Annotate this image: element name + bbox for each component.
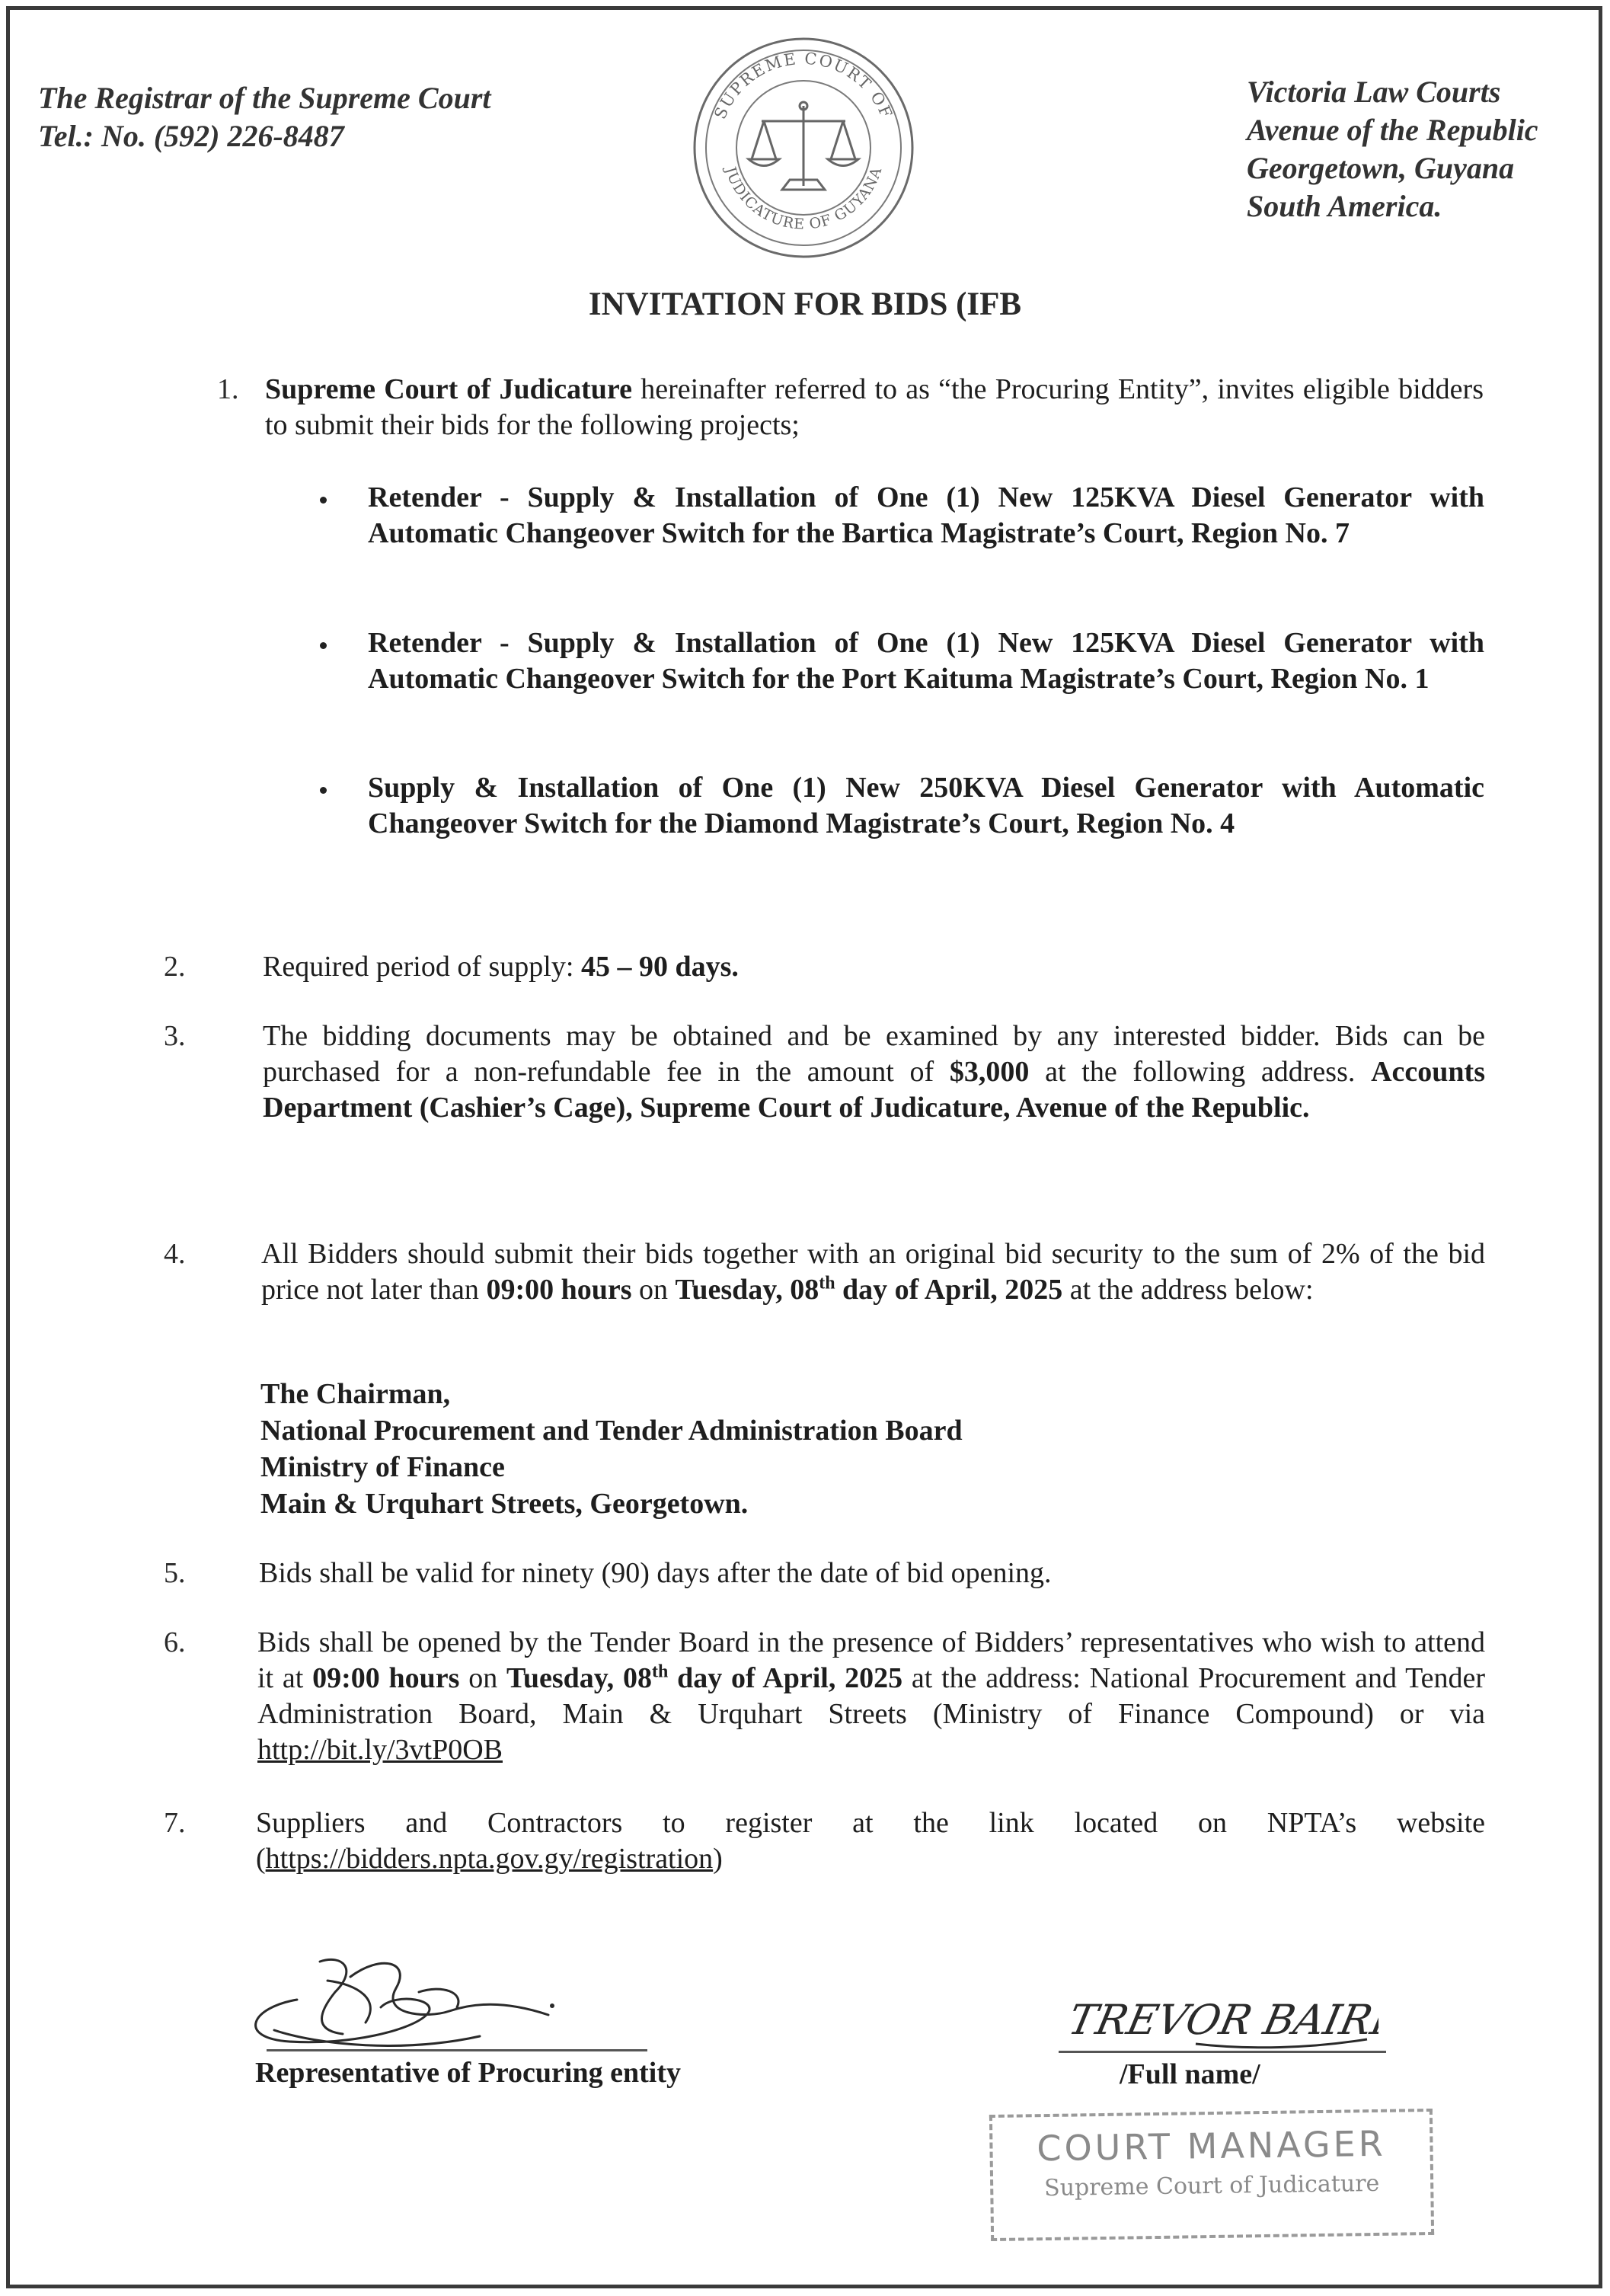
scales-of-justice-icon [749, 102, 858, 190]
item-1-text [265, 372, 1484, 443]
bullet-3-dot [320, 787, 327, 794]
court-country: South America. [1247, 189, 1442, 223]
full-name-label: /Full name/ [1120, 2058, 1260, 2090]
representative-label: Representative of Procuring entity [255, 2057, 681, 2089]
item-4-body: All Bidders should submit their bids together with an original bid security to the sum of 2% of the bid price not later than [261, 1238, 1485, 1306]
full-name-line [1059, 2051, 1386, 2053]
registrar-title: The Registrar of the Supreme Court [38, 81, 491, 115]
item-6-number: 6. [164, 1626, 186, 1658]
procuring-entity-name: Supreme Court of Judicature [265, 373, 632, 405]
bullet-1-dot [320, 497, 327, 504]
item-6-text [257, 1625, 1485, 1768]
item-7-number: 7. [164, 1807, 186, 1839]
item-3-body: The bidding documents may be obtained and be examined by any interested bidder. Bids can be purchased for a non-refundable fee in the amount of [263, 1020, 1485, 1088]
submission-date-sup: th [819, 1273, 835, 1293]
item-2-text [263, 949, 1485, 985]
item-6-address: at the address: National Procurement and Tender Administration Board, Main & Urquhart Streets (Ministry of Finance Compound) or via [257, 1662, 1486, 1730]
item-4-on: on [631, 1274, 676, 1306]
opening-time: 09:00 hours [312, 1662, 460, 1694]
opening-date [506, 1662, 902, 1694]
handwritten-name: TREVOR BAIRD [1064, 1995, 1378, 2044]
item-6-body: Bids shall be opened by the Tender Board in the presence of Bidders’ representatives who wish to attend it at [257, 1626, 1485, 1694]
project-1: Retender - Supply & Installation of One (1) New 125KVA Diesel Generator with Automatic Changeover Switch for the Bartica Magistrate’s Court, Region No. 7 [368, 481, 1484, 549]
supply-period-value: 45 – 90 days. [580, 951, 739, 983]
court-manager-stamp [989, 2109, 1434, 2241]
seal-text-top: SUPREME COURT OF [711, 49, 896, 122]
supply-period-label: Required period of supply: [263, 951, 581, 983]
court-address-block [1247, 73, 1538, 225]
bullet-2-dot [320, 642, 327, 649]
bid-fee: $3,000 [949, 1056, 1030, 1088]
bitly-link[interactable]: http://bit.ly/3vtP0OB [257, 1734, 503, 1766]
opening-date-sup: th [651, 1661, 669, 1682]
item-7-close: ) [713, 1843, 723, 1875]
handwriting-icon [1059, 1984, 1378, 2053]
submission-date [676, 1274, 1063, 1306]
item-7-text [256, 1805, 1485, 1877]
registration-link[interactable]: https://bidders.npta.gov.gy/registration [265, 1843, 714, 1875]
opening-date-b: day of April, 2025 [668, 1662, 903, 1694]
item-3-after: at the following address. [1029, 1056, 1372, 1088]
item-3-text [263, 1018, 1485, 1126]
registrar-phone: Tel.: No. (592) 226-8487 [38, 119, 344, 153]
representative-signature-line [267, 2049, 647, 2051]
item-7-body: Suppliers and Contractors to register at the link located on NPTA’s website ( [256, 1807, 1485, 1875]
document-title: INVITATION FOR BIDS (IFB [588, 286, 1022, 322]
submission-date-a: Tuesday, 08 [675, 1274, 819, 1306]
address-line-4: Main & Urquhart Streets, Georgetown. [260, 1488, 749, 1520]
purchase-address: Accounts Department (Cashier’s Cage), Supreme Court of Judicature, Avenue of the Republic. [263, 1056, 1485, 1124]
court-city: Georgetown, Guyana [1247, 151, 1515, 185]
stamp-title: COURT MANAGER [1036, 2122, 1386, 2170]
representative-signature-icon [228, 1946, 594, 2061]
item-6-on: on [459, 1662, 506, 1694]
item-3-number: 3. [164, 1020, 186, 1052]
item-4-text [261, 1236, 1485, 1308]
item-5-text: Bids shall be valid for ninety (90) days after the date of bid opening. [259, 1557, 1052, 1589]
item-5-number: 5. [164, 1557, 186, 1589]
full-name-signature [1059, 1984, 1378, 2053]
project-3: Supply & Installation of One (1) New 250KVA Diesel Generator with Automatic Changeover Switch for the Diamond Magistrate’s Court, Region No. 4 [368, 772, 1484, 839]
seal-text-bottom: JUDICATURE OF GUYANA [721, 165, 886, 233]
court-street: Avenue of the Republic [1247, 113, 1538, 147]
item-1-body: hereinafter referred to as “the Procuring Entity”, invites eligible bidders to submit their bids for the following projects; [265, 373, 1484, 441]
court-name: Victoria Law Courts [1247, 75, 1501, 109]
submission-date-b: day of April, 2025 [835, 1274, 1063, 1306]
supreme-court-seal-icon [689, 34, 918, 262]
address-line-2: National Procurement and Tender Administration Board [260, 1415, 963, 1447]
item-4-end: at the address below: [1062, 1274, 1314, 1306]
submission-time: 09:00 hours [486, 1274, 632, 1306]
item-1-number: 1. [217, 373, 239, 405]
opening-date-a: Tuesday, 08 [506, 1662, 652, 1694]
submission-address [260, 1376, 963, 1522]
address-line-3: Ministry of Finance [260, 1451, 505, 1483]
stamp-subtitle: Supreme Court of Judicature [1043, 2170, 1380, 2202]
project-2: Retender - Supply & Installation of One (1) New 125KVA Diesel Generator with Automatic Changeover Switch for the Port Kaituma Magistrate’s Court, Region No. 1 [368, 627, 1484, 695]
item-4-number: 4. [164, 1238, 186, 1270]
item-2-number: 2. [164, 951, 186, 983]
address-line-1: The Chairman, [260, 1378, 451, 1410]
registrar-block [38, 79, 491, 155]
